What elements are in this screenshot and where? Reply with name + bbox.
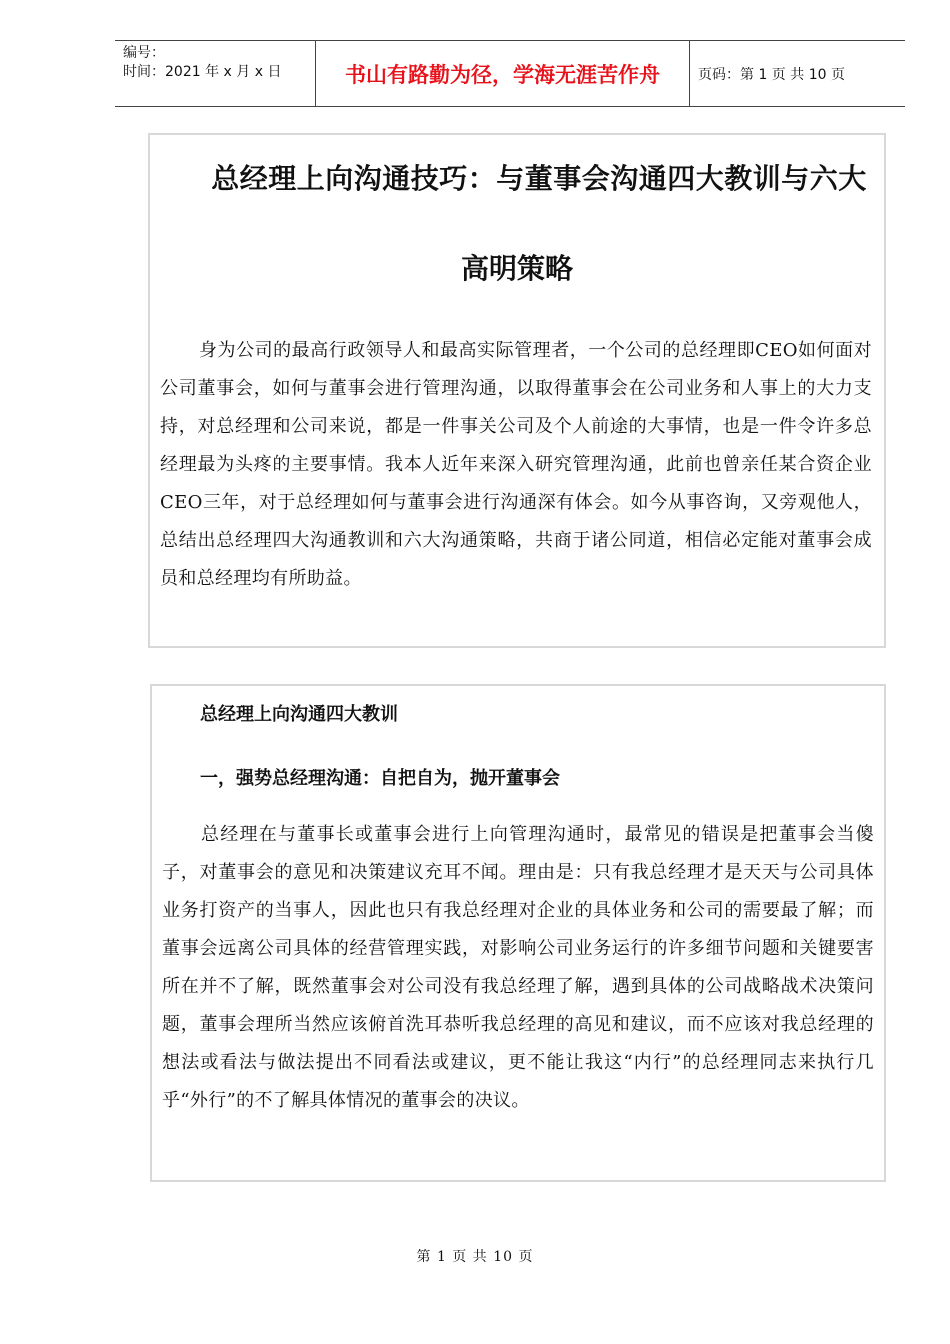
document-header (115, 40, 905, 107)
page-info: 页码：第 1 页 共 10 页 (698, 66, 845, 83)
motto-text: 书山有路勤为径，学海无涯苦作舟 (345, 62, 660, 87)
article-title-line2: 高明策略 (460, 252, 573, 285)
section-heading: 总经理上向沟通四大教训 (200, 704, 398, 725)
number-label: 编号： (123, 45, 165, 61)
header-motto-cell (316, 41, 690, 106)
intro-paragraph: 身为公司的最高行政领导人和最高实际管理者，一个公司的总经理即CEO如何面对公司董事会，如何与董事会进行管理沟通，以取得董事会在公司业务和人事上的大力支持，对总经理和公司来说，都是一件事关公司及个人前途的大事情，也是一件令许多总经理最为头疼的主要事情。我本人近年来深入研究管理沟通，此前也曾亲任某合资企业CEO三年，对于总经理如何与董事会进行沟通深有体会。如今从事咨询，又旁观他人，总结出总经理四大沟通教训和六大沟通策略，共商于诸公同道，相信必定能对董事会成员和总经理均有所助益。 (160, 340, 872, 589)
article-title-line1: 总经理上向沟通技巧：与董事会沟通四大教训与六大 (211, 162, 867, 195)
intro-box (148, 133, 886, 648)
section-subheading: 一，强势总经理沟通：自把自为，抛开董事会 (200, 768, 560, 789)
section-box (150, 684, 886, 1182)
section-body-paragraph: 总经理在与董事长或董事会进行上向管理沟通时，最常见的错误是把董事会当傻子，对董事会的意见和决策建议充耳不闻。理由是：只有我总经理才是天天与公司具体业务打资产的当事人，因此也只有我总经理对企业的具体业务和公司的需要最了解；而董事会远离公司具体的经营管理实践，对影响公司业务运行的许多细节问题和关键要害所在并不了解，既然董事会对公司没有我总经理了解，遇到具体的公司战略战术决策问题，董事会理所当然应该俯首洗耳恭听我总经理的高见和建议，而不应该对我总经理的想法或看法与做法提出不同看法或建议，更不能让我这“内行”的总经理同志来执行几乎“外行”的不了解具体情况的董事会的决议。 (162, 824, 874, 1111)
page-footer: 第 1 页 共 10 页 (416, 1249, 534, 1265)
time-label: 时间：2021 年 x 月 x 日 (123, 64, 282, 80)
header-meta-cell (115, 41, 316, 106)
header-page-cell (690, 41, 905, 106)
